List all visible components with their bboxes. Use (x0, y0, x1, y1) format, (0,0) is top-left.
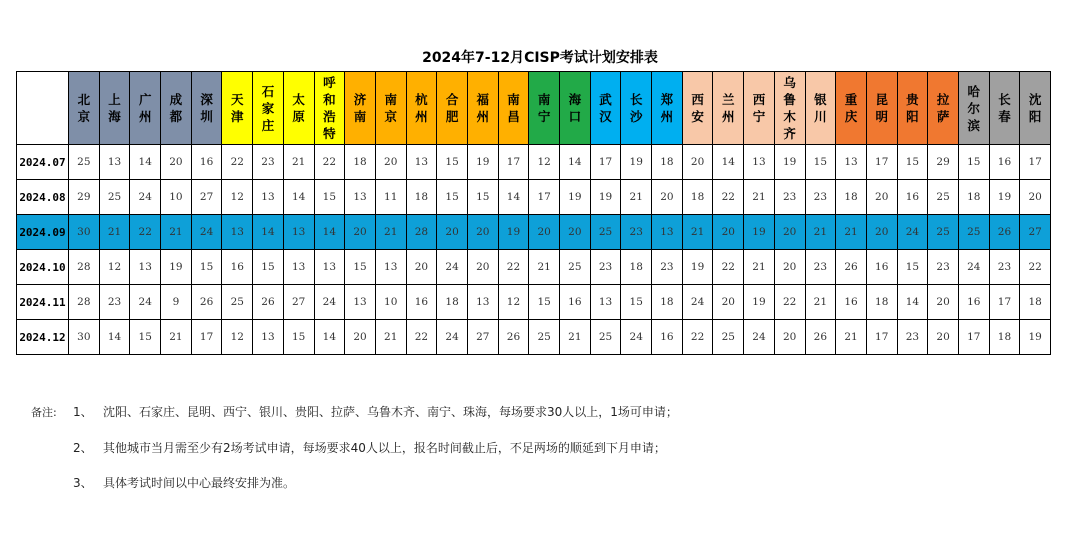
city-name: 济 南 (353, 92, 367, 124)
value-cell: 22 (314, 145, 345, 180)
value-cell: 23 (805, 250, 836, 285)
city-header (652, 72, 683, 145)
city-name: 西 安 (691, 92, 704, 124)
city-header (560, 72, 591, 145)
note-text: 沈阳、石家庄、昆明、西宁、银川、贵阳、拉萨、乌鲁木齐、南宁、珠海，每场要求30人以上，1场可申请； (103, 405, 678, 419)
value-cell: 15 (191, 250, 222, 285)
month-cell: 2024.07 (17, 145, 69, 180)
value-cell: 20 (866, 215, 897, 250)
city-header (498, 72, 529, 145)
table-row (17, 320, 1051, 355)
header-row (17, 72, 1051, 145)
value-cell: 20 (1020, 180, 1051, 215)
value-cell: 20 (928, 320, 959, 355)
note-number: 2、 (73, 441, 93, 455)
city-header (345, 72, 376, 145)
value-cell: 20 (529, 215, 560, 250)
city-header (989, 72, 1020, 145)
city-header (744, 72, 775, 145)
value-cell: 24 (682, 285, 713, 320)
value-cell: 18 (621, 250, 652, 285)
value-cell: 17 (191, 320, 222, 355)
value-cell: 13 (283, 250, 314, 285)
city-name: 长 春 (998, 92, 1011, 124)
value-cell: 22 (774, 285, 805, 320)
value-cell: 13 (222, 215, 253, 250)
city-name: 太 原 (292, 92, 305, 124)
note-text: 其他城市当月需至少有2场考试申请，每场要求40人以上，报名时间截止后，不足两场的顺延到下月申请； (103, 441, 666, 455)
value-cell: 26 (836, 250, 867, 285)
value-cell: 19 (498, 215, 529, 250)
value-cell: 21 (805, 285, 836, 320)
value-cell: 25 (560, 250, 591, 285)
value-cell: 13 (744, 145, 775, 180)
value-cell: 25 (928, 180, 959, 215)
page-title: 2024年7-12月CISP考试计划安排表 (422, 50, 658, 66)
city-header (682, 72, 713, 145)
value-cell: 22 (406, 320, 437, 355)
value-cell: 21 (283, 145, 314, 180)
value-cell: 18 (345, 145, 376, 180)
table-row (17, 215, 1051, 250)
value-cell: 25 (99, 180, 130, 215)
value-cell: 27 (283, 285, 314, 320)
value-cell: 13 (314, 250, 345, 285)
value-cell: 10 (375, 285, 406, 320)
value-cell: 17 (866, 145, 897, 180)
value-cell: 18 (437, 285, 468, 320)
value-cell: 13 (590, 285, 621, 320)
value-cell: 13 (345, 285, 376, 320)
value-cell: 20 (713, 285, 744, 320)
value-cell: 22 (682, 320, 713, 355)
value-cell: 18 (406, 180, 437, 215)
value-cell: 30 (69, 320, 100, 355)
value-cell: 18 (652, 145, 683, 180)
value-cell: 16 (406, 285, 437, 320)
value-cell: 15 (437, 145, 468, 180)
value-cell: 23 (652, 250, 683, 285)
value-cell: 24 (191, 215, 222, 250)
value-cell: 17 (866, 320, 897, 355)
value-cell: 21 (529, 250, 560, 285)
value-cell: 15 (314, 180, 345, 215)
value-cell: 21 (744, 180, 775, 215)
value-cell: 19 (682, 250, 713, 285)
value-cell: 17 (498, 145, 529, 180)
value-cell: 24 (437, 250, 468, 285)
value-cell: 16 (560, 285, 591, 320)
value-cell: 20 (161, 145, 192, 180)
value-cell: 21 (375, 320, 406, 355)
value-cell: 23 (99, 285, 130, 320)
value-cell: 26 (989, 215, 1020, 250)
notes-label: 备注: (31, 406, 57, 419)
city-name: 南 宁 (537, 92, 551, 124)
value-cell: 27 (1020, 215, 1051, 250)
exam-schedule-table (16, 71, 1051, 355)
value-cell: 25 (590, 320, 621, 355)
value-cell: 24 (130, 285, 161, 320)
note-number: 1、 (73, 405, 93, 419)
value-cell: 27 (467, 320, 498, 355)
note-number: 3、 (73, 476, 93, 490)
city-header (437, 72, 468, 145)
value-cell: 24 (130, 180, 161, 215)
value-cell: 26 (805, 320, 836, 355)
city-name: 西 宁 (752, 92, 766, 124)
value-cell: 21 (744, 250, 775, 285)
value-cell: 22 (713, 250, 744, 285)
value-cell: 25 (69, 145, 100, 180)
value-cell: 12 (99, 250, 130, 285)
value-cell: 23 (621, 215, 652, 250)
note-text: 具体考试时间以中心最终安排为准。 (103, 476, 296, 490)
value-cell: 19 (744, 215, 775, 250)
city-header (805, 72, 836, 145)
value-cell: 19 (774, 145, 805, 180)
value-cell: 9 (161, 285, 192, 320)
value-cell: 25 (713, 320, 744, 355)
value-cell: 15 (467, 180, 498, 215)
value-cell: 22 (498, 250, 529, 285)
value-cell: 14 (314, 215, 345, 250)
city-header (836, 72, 867, 145)
value-cell: 15 (437, 180, 468, 215)
value-cell: 24 (621, 320, 652, 355)
city-header (1020, 72, 1051, 145)
city-name: 南 昌 (507, 92, 520, 124)
city-header (866, 72, 897, 145)
value-cell: 23 (774, 180, 805, 215)
city-header (99, 72, 130, 145)
value-cell: 26 (191, 285, 222, 320)
city-header (375, 72, 406, 145)
value-cell: 21 (805, 215, 836, 250)
value-cell: 12 (498, 285, 529, 320)
value-cell: 20 (467, 215, 498, 250)
value-cell: 21 (621, 180, 652, 215)
city-header (406, 72, 437, 145)
value-cell: 18 (1020, 285, 1051, 320)
value-cell: 20 (682, 145, 713, 180)
value-cell: 23 (805, 180, 836, 215)
value-cell: 19 (744, 285, 775, 320)
value-cell: 20 (866, 180, 897, 215)
value-cell: 20 (928, 285, 959, 320)
city-name: 拉 萨 (936, 92, 950, 124)
city-header (283, 72, 314, 145)
value-cell: 18 (652, 285, 683, 320)
value-cell: 12 (222, 320, 253, 355)
value-cell: 14 (283, 180, 314, 215)
value-cell: 20 (713, 215, 744, 250)
value-cell: 12 (529, 145, 560, 180)
value-cell: 24 (897, 215, 928, 250)
value-cell: 15 (621, 285, 652, 320)
month-cell: 2024.12 (17, 320, 69, 355)
value-cell: 13 (130, 250, 161, 285)
value-cell: 15 (897, 250, 928, 285)
city-name: 银 川 (814, 92, 827, 124)
value-cell: 20 (467, 250, 498, 285)
city-header (529, 72, 560, 145)
value-cell: 30 (69, 215, 100, 250)
city-name: 杭 州 (415, 92, 428, 124)
month-cell: 2024.10 (17, 250, 69, 285)
value-cell: 15 (130, 320, 161, 355)
city-name: 哈 尔 滨 (967, 83, 981, 133)
value-cell: 21 (161, 215, 192, 250)
value-cell: 29 (928, 145, 959, 180)
value-cell: 12 (222, 180, 253, 215)
city-name: 南 京 (384, 92, 397, 124)
value-cell: 20 (406, 250, 437, 285)
value-cell: 16 (989, 145, 1020, 180)
value-cell: 13 (836, 145, 867, 180)
city-name: 成 都 (169, 92, 183, 124)
value-cell: 15 (283, 320, 314, 355)
value-cell: 17 (590, 145, 621, 180)
value-cell: 25 (958, 215, 989, 250)
value-cell: 13 (345, 180, 376, 215)
value-cell: 17 (1020, 145, 1051, 180)
value-cell: 25 (529, 320, 560, 355)
city-header (713, 72, 744, 145)
value-cell: 20 (652, 180, 683, 215)
value-cell: 22 (130, 215, 161, 250)
value-cell: 21 (836, 215, 867, 250)
corner-cell (17, 72, 69, 145)
city-header (590, 72, 621, 145)
value-cell: 15 (805, 145, 836, 180)
value-cell: 17 (958, 320, 989, 355)
city-header (161, 72, 192, 145)
city-name: 兰 州 (722, 92, 735, 124)
city-name: 长 沙 (629, 92, 643, 124)
note-item (31, 474, 1031, 494)
value-cell: 16 (866, 250, 897, 285)
value-cell: 15 (897, 145, 928, 180)
note-item (31, 439, 1031, 459)
value-cell: 16 (222, 250, 253, 285)
value-cell: 26 (253, 285, 284, 320)
value-cell: 28 (69, 250, 100, 285)
value-cell: 19 (989, 180, 1020, 215)
city-header (314, 72, 345, 145)
value-cell: 13 (253, 320, 284, 355)
value-cell: 16 (958, 285, 989, 320)
value-cell: 16 (897, 180, 928, 215)
value-cell: 24 (958, 250, 989, 285)
city-name: 合 肥 (445, 92, 459, 124)
value-cell: 13 (467, 285, 498, 320)
city-header (69, 72, 100, 145)
value-cell: 16 (191, 145, 222, 180)
city-name: 天 津 (231, 92, 244, 124)
value-cell: 25 (590, 215, 621, 250)
value-cell: 14 (498, 180, 529, 215)
value-cell: 22 (1020, 250, 1051, 285)
value-cell: 22 (713, 180, 744, 215)
city-name: 呼 和 浩 特 (323, 75, 336, 141)
value-cell: 16 (652, 320, 683, 355)
note-item (31, 403, 1031, 423)
value-cell: 13 (253, 180, 284, 215)
table-row (17, 180, 1051, 215)
table-row (17, 250, 1051, 285)
value-cell: 21 (161, 320, 192, 355)
month-cell: 2024.09 (17, 215, 69, 250)
city-header (621, 72, 652, 145)
value-cell: 21 (375, 215, 406, 250)
value-cell: 27 (191, 180, 222, 215)
value-cell: 13 (99, 145, 130, 180)
city-header (222, 72, 253, 145)
value-cell: 21 (560, 320, 591, 355)
value-cell: 10 (161, 180, 192, 215)
value-cell: 28 (69, 285, 100, 320)
value-cell: 20 (345, 320, 376, 355)
city-name: 郑 州 (660, 92, 674, 124)
value-cell: 23 (590, 250, 621, 285)
city-header (130, 72, 161, 145)
value-cell: 24 (314, 285, 345, 320)
value-cell: 20 (774, 320, 805, 355)
value-cell: 25 (222, 285, 253, 320)
value-cell: 21 (682, 215, 713, 250)
city-name: 深 圳 (200, 92, 213, 124)
value-cell: 18 (866, 285, 897, 320)
month-cell: 2024.08 (17, 180, 69, 215)
value-cell: 13 (652, 215, 683, 250)
city-name: 乌 鲁 木 齐 (783, 75, 796, 141)
city-header (467, 72, 498, 145)
value-cell: 14 (897, 285, 928, 320)
value-cell: 13 (406, 145, 437, 180)
notes-section (31, 403, 1031, 503)
table-row (17, 285, 1051, 320)
value-cell: 17 (989, 285, 1020, 320)
value-cell: 15 (529, 285, 560, 320)
city-name: 石 家 庄 (261, 83, 275, 133)
value-cell: 20 (560, 215, 591, 250)
value-cell: 18 (682, 180, 713, 215)
value-cell: 24 (437, 320, 468, 355)
value-cell: 24 (744, 320, 775, 355)
value-cell: 14 (253, 215, 284, 250)
value-cell: 20 (437, 215, 468, 250)
city-name: 上 海 (108, 92, 121, 124)
value-cell: 20 (345, 215, 376, 250)
city-name: 沈 阳 (1028, 92, 1042, 124)
value-cell: 19 (161, 250, 192, 285)
value-cell: 25 (928, 215, 959, 250)
city-name: 重 庆 (844, 92, 858, 124)
value-cell: 18 (989, 320, 1020, 355)
value-cell: 15 (345, 250, 376, 285)
city-name: 北 京 (77, 92, 91, 124)
value-cell: 15 (253, 250, 284, 285)
month-cell: 2024.11 (17, 285, 69, 320)
value-cell: 13 (375, 250, 406, 285)
city-name: 福 州 (476, 92, 490, 124)
value-cell: 21 (836, 320, 867, 355)
value-cell: 20 (774, 250, 805, 285)
table-row (17, 145, 1051, 180)
city-name: 武 汉 (599, 92, 612, 124)
value-cell: 23 (928, 250, 959, 285)
value-cell: 23 (989, 250, 1020, 285)
value-cell: 28 (406, 215, 437, 250)
value-cell: 18 (836, 180, 867, 215)
value-cell: 14 (130, 145, 161, 180)
value-cell: 16 (836, 285, 867, 320)
value-cell: 13 (283, 215, 314, 250)
city-header (253, 72, 284, 145)
value-cell: 23 (253, 145, 284, 180)
city-header (958, 72, 989, 145)
value-cell: 29 (69, 180, 100, 215)
city-header (191, 72, 222, 145)
value-cell: 14 (713, 145, 744, 180)
city-name: 海 口 (568, 92, 582, 124)
value-cell: 15 (958, 145, 989, 180)
city-name: 广 州 (138, 92, 152, 124)
value-cell: 19 (590, 180, 621, 215)
value-cell: 19 (621, 145, 652, 180)
value-cell: 19 (467, 145, 498, 180)
city-name: 昆 明 (875, 92, 888, 124)
value-cell: 26 (498, 320, 529, 355)
value-cell: 17 (529, 180, 560, 215)
value-cell: 19 (560, 180, 591, 215)
city-name: 贵 阳 (906, 92, 919, 124)
value-cell: 19 (1020, 320, 1051, 355)
value-cell: 20 (375, 145, 406, 180)
value-cell: 14 (314, 320, 345, 355)
value-cell: 23 (897, 320, 928, 355)
city-header (774, 72, 805, 145)
city-header (928, 72, 959, 145)
value-cell: 14 (99, 320, 130, 355)
value-cell: 18 (958, 180, 989, 215)
value-cell: 22 (222, 145, 253, 180)
value-cell: 11 (375, 180, 406, 215)
value-cell: 21 (99, 215, 130, 250)
value-cell: 14 (560, 145, 591, 180)
city-header (897, 72, 928, 145)
value-cell: 20 (774, 215, 805, 250)
